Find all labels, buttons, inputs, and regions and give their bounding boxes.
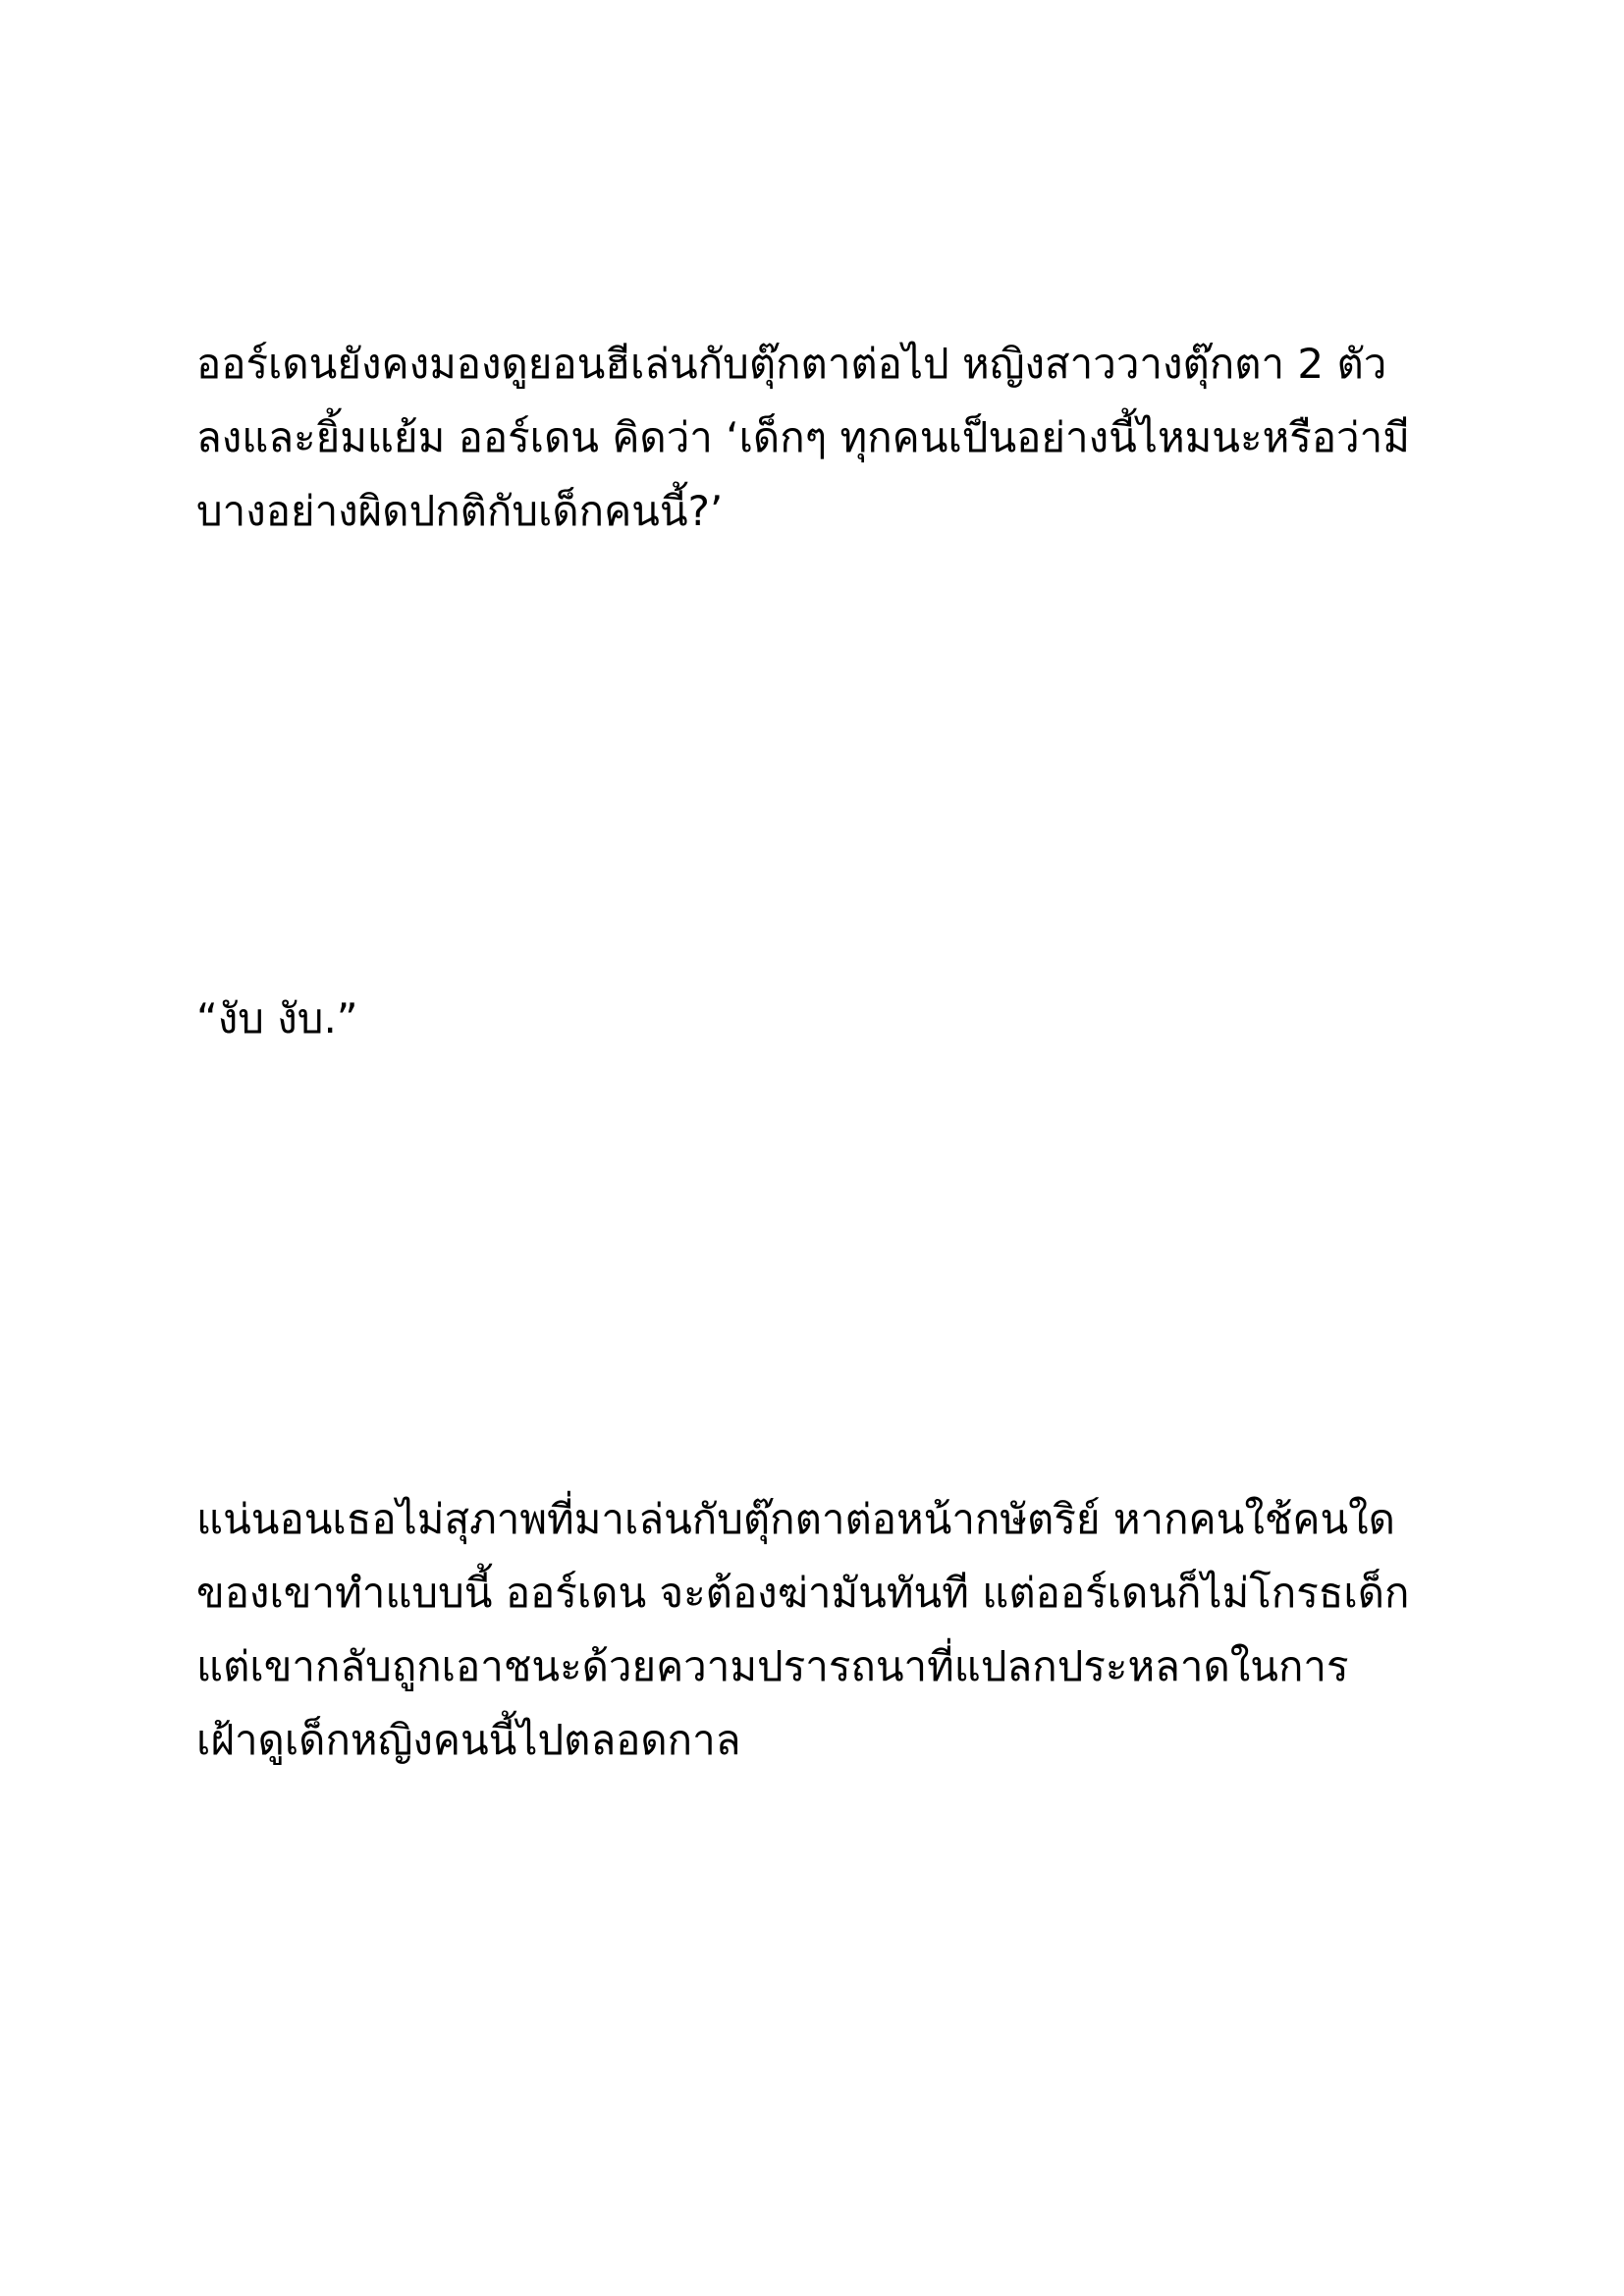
text-line: บางอย่างผิดปกติกับเด็กคนนี้?’: [196, 487, 724, 535]
text-line: เฝ้าดูเด็กหญิงคนนี้ไปตลอดกาล: [196, 1716, 741, 1764]
text-line: ลงและยิ้มแย้ม ออร์เดน คิดว่า ‘เด็กๆ ทุกคนเป็นอย่างนี้ไหมนะหรือว่ามี: [196, 413, 1410, 461]
text-line: “งับ งับ.”: [196, 994, 358, 1042]
text-line: แน่นอนเธอไม่สุภาพที่มาเล่นกับตุ๊กตาต่อหน้ากษัตริย์ หากคนใช้คนใด: [196, 1495, 1395, 1543]
paragraph-dialogue: [196, 982, 1434, 1055]
text-line: ของเขาทำแบบนี้ ออร์เดน จะต้องฆ่ามันทันที แต่ออร์เดนก็ไม่โกรธเด็ก: [196, 1569, 1410, 1617]
text-line: แต่เขากลับถูกเอาชนะด้วยความปรารถนาที่แปลกประหลาดในการ: [196, 1642, 1349, 1690]
paragraph-narration-1: [196, 327, 1434, 548]
paragraph-narration-2: [196, 1482, 1434, 1777]
text-line: ออร์เดนยังคงมองดูยอนฮีเล่นกับตุ๊กตาต่อไป หญิงสาววางตุ๊กตา 2 ตัว: [196, 340, 1387, 388]
